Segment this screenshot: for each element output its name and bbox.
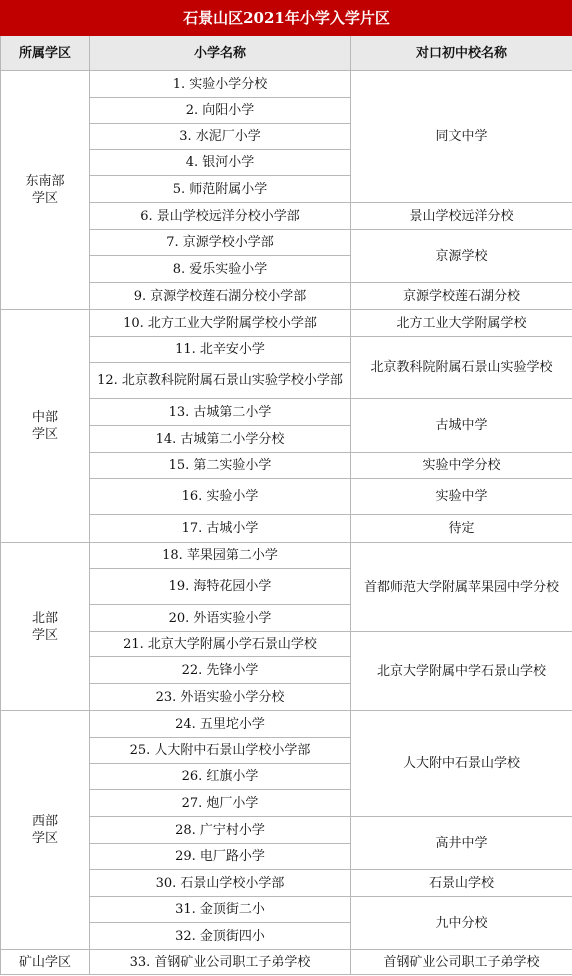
middle-school-cell: 京源学校莲石湖分校 [351,283,572,310]
primary-school-cell: 11. 北辛安小学 [90,337,351,363]
primary-school-cell: 13. 古城第二小学 [90,399,351,426]
primary-school-cell: 16. 实验小学 [90,479,351,515]
primary-school-cell: 8. 爱乐实验小学 [90,256,351,283]
middle-school-cell: 首钢矿业公司职工子弟学校 [351,950,572,975]
primary-school-cell: 9. 京源学校莲石湖分校小学部 [90,283,351,310]
middle-school-cell: 北京大学附属中学石景山学校 [351,632,572,711]
district-central [1,310,90,543]
district-west [1,711,90,950]
middle-school-cell: 北京教科院附属石景山实验学校 [351,337,572,399]
table-title: 石景山区2021年小学入学片区 [1,1,572,36]
header-middle-school: 对口初中校名称 [351,36,572,71]
primary-school-cell: 31. 金顶街二小 [90,897,351,923]
middle-school-cell: 实验中学 [351,479,572,515]
primary-school-cell: 25. 人大附中石景山学校小学部 [90,738,351,764]
header-primary-school: 小学名称 [90,36,351,71]
primary-school-cell: 2. 向阳小学 [90,98,351,124]
primary-school-cell: 12. 北京教科院附属石景山实验学校小学部 [90,363,351,399]
middle-school-cell: 景山学校远洋分校 [351,203,572,230]
primary-school-cell: 23. 外语实验小学分校 [90,684,351,711]
middle-school-cell: 京源学校 [351,230,572,283]
district-southeast [1,71,90,310]
primary-school-cell: 3. 水泥厂小学 [90,124,351,150]
primary-school-cell: 20. 外语实验小学 [90,605,351,632]
district-mining: 矿山学区 [1,950,90,975]
primary-school-cell: 22. 先锋小学 [90,657,351,684]
middle-school-cell: 高井中学 [351,817,572,870]
middle-school-cell: 待定 [351,515,572,543]
primary-school-cell: 6. 景山学校远洋分校小学部 [90,203,351,230]
primary-school-cell: 33. 首钢矿业公司职工子弟学校 [90,950,351,975]
middle-school-cell: 人大附中石景山学校 [351,711,572,817]
primary-school-cell: 26. 红旗小学 [90,764,351,790]
primary-school-cell: 30. 石景山学校小学部 [90,870,351,897]
district-label: 中部 学区 [31,410,58,442]
primary-school-cell: 27. 炮厂小学 [90,790,351,817]
district-label: 东南部 学区 [25,174,65,206]
middle-school-cell: 北方工业大学附属学校 [351,310,572,337]
primary-school-cell: 19. 海特花园小学 [90,569,351,605]
district-label: 西部 学区 [31,814,58,846]
primary-school-cell: 7. 京源学校小学部 [90,230,351,256]
middle-school-cell: 实验中学分校 [351,453,572,479]
middle-school-cell: 首都师范大学附属苹果园中学分校 [351,543,572,632]
primary-school-cell: 32. 金顶街四小 [90,923,351,950]
primary-school-cell: 1. 实验小学分校 [90,71,351,98]
primary-school-cell: 14. 古城第二小学分校 [90,426,351,453]
primary-school-cell: 15. 第二实验小学 [90,453,351,479]
primary-school-cell: 29. 电厂路小学 [90,844,351,870]
primary-school-cell: 18. 苹果园第二小学 [90,543,351,569]
district-north [1,543,90,711]
primary-school-cell: 10. 北方工业大学附属学校小学部 [90,310,351,337]
primary-school-cell: 24. 五里坨小学 [90,711,351,738]
primary-school-cell: 4. 银河小学 [90,150,351,176]
middle-school-cell: 石景山学校 [351,870,572,897]
primary-school-cell: 5. 师范附属小学 [90,176,351,203]
middle-school-cell: 九中分校 [351,897,572,950]
middle-school-cell: 同文中学 [351,71,572,203]
middle-school-cell: 古城中学 [351,399,572,453]
primary-school-cell: 28. 广宁村小学 [90,817,351,844]
header-district: 所属学区 [1,36,90,71]
primary-school-cell: 21. 北京大学附属小学石景山学校 [90,632,351,657]
district-label: 北部 学区 [31,610,58,643]
primary-school-cell: 17. 古城小学 [90,515,351,543]
